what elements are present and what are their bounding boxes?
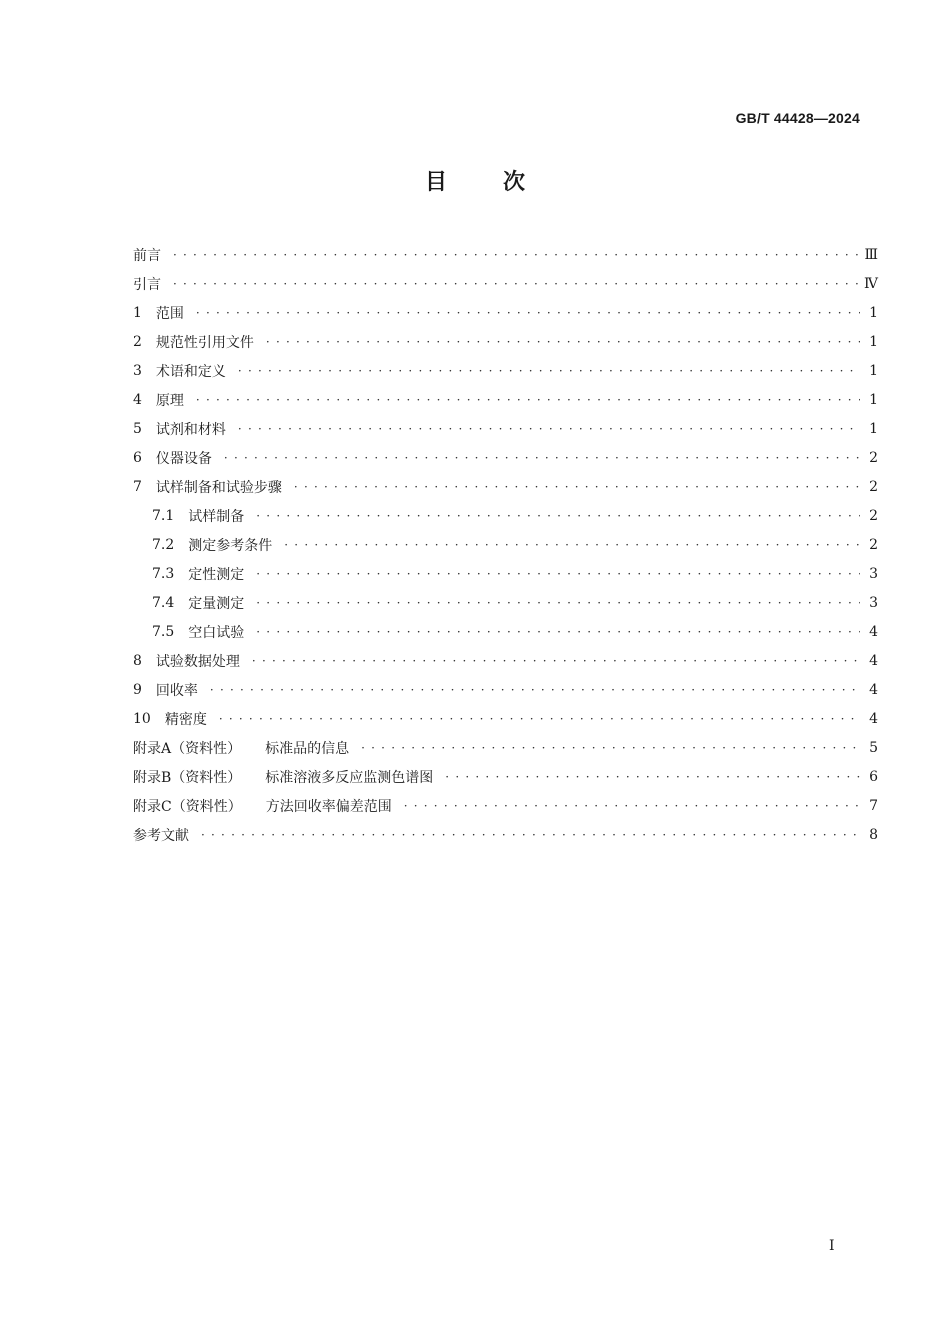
toc-leader [256, 626, 860, 638]
toc-label: 定性测定 [188, 566, 245, 583]
toc-leader [201, 829, 860, 841]
toc-label: 术语和定义 [155, 363, 226, 380]
toc-label: 标准品的信息 [265, 740, 350, 757]
toc-entry-7-5[interactable] [133, 617, 878, 646]
toc-entry-annex-b[interactable] [133, 762, 878, 791]
toc-entry-5[interactable] [133, 414, 878, 443]
toc-page: 4 [869, 710, 878, 727]
toc-label: 试验数据处理 [155, 653, 240, 670]
toc-leader [361, 742, 860, 754]
toc-page: 2 [869, 507, 878, 524]
toc-entry-6[interactable] [133, 443, 878, 472]
toc-number: 7.4 [152, 594, 175, 611]
toc-label: 规范性引用文件 [155, 334, 254, 351]
toc-entry-10[interactable] [133, 704, 878, 733]
toc-leader [210, 684, 860, 696]
toc-number: 7.5 [152, 623, 175, 640]
toc-leader [284, 539, 860, 551]
toc-page: 4 [869, 623, 878, 640]
toc-label: 精密度 [164, 711, 207, 728]
toc-page: 2 [869, 478, 878, 495]
toc-label: 前言 [133, 247, 161, 264]
toc-leader [256, 510, 860, 522]
toc-annex-prefix: 附录C（资料性） [133, 798, 242, 815]
toc-leader [238, 365, 860, 377]
toc-page: 1 [869, 391, 878, 408]
toc-label: 定量测定 [188, 595, 245, 612]
page-number: I [829, 1238, 835, 1254]
toc-entry-7-4[interactable] [133, 588, 878, 617]
toc-number: 7.2 [152, 536, 175, 553]
toc-page: 8 [869, 826, 878, 843]
toc-number: 6 [133, 449, 142, 466]
toc-entry-annex-a[interactable] [133, 733, 878, 762]
toc-number: 8 [133, 652, 142, 669]
toc-entry-foreword[interactable] [133, 240, 878, 269]
toc-page: 3 [869, 565, 878, 582]
toc-leader [238, 423, 860, 435]
toc-entry-7-3[interactable] [133, 559, 878, 588]
page-title: 目次 [424, 170, 581, 195]
toc-leader [445, 771, 860, 783]
toc-number: 7 [133, 478, 142, 495]
toc-label: 范围 [155, 305, 184, 322]
toc-label: 测定参考条件 [188, 537, 273, 554]
toc-leader [196, 394, 860, 406]
toc-entry-annex-c[interactable] [133, 791, 878, 820]
toc-entry-2[interactable] [133, 327, 878, 356]
toc-number: 3 [133, 362, 142, 379]
toc-number: 2 [133, 333, 142, 350]
toc-page: 1 [869, 362, 878, 379]
toc-page: 1 [869, 333, 878, 350]
toc-page: 1 [869, 420, 878, 437]
toc-page: 4 [869, 681, 878, 698]
toc-label: 原理 [155, 392, 184, 409]
toc-entry-7[interactable] [133, 472, 878, 501]
toc-page: 4 [869, 652, 878, 669]
toc-number: 9 [133, 681, 142, 698]
toc-entry-introduction[interactable] [133, 269, 878, 298]
toc-label: 试样制备和试验步骤 [155, 479, 282, 496]
toc-entry-3[interactable] [133, 356, 878, 385]
toc-number: 7.1 [152, 507, 175, 524]
toc-annex-prefix: 附录A（资料性） [133, 740, 242, 757]
toc-label: 参考文献 [133, 827, 189, 844]
standard-code: GB/T 44428—2024 [735, 110, 860, 126]
toc-page: 3 [869, 594, 878, 611]
toc-number: 10 [133, 710, 151, 727]
toc-label: 仪器设备 [155, 450, 212, 467]
toc-number: 1 [133, 304, 142, 321]
toc-entry-8[interactable] [133, 646, 878, 675]
toc-number: 4 [133, 391, 142, 408]
toc-entry-7-2[interactable] [133, 530, 878, 559]
toc-page: Ⅲ [864, 246, 878, 263]
toc-leader [266, 336, 860, 348]
toc-leader [173, 249, 858, 261]
toc-entry-7-1[interactable] [133, 501, 878, 530]
toc-label: 方法回收率偏差范围 [265, 798, 392, 815]
toc-leader [256, 568, 860, 580]
toc-leader [256, 597, 860, 609]
toc-leader [224, 452, 860, 464]
toc-label: 空白试验 [188, 624, 245, 641]
table-of-contents [133, 240, 878, 849]
toc-page: 2 [869, 449, 878, 466]
toc-leader [294, 481, 860, 493]
toc-page: 1 [869, 304, 878, 321]
toc-label: 标准溶液多反应监测色谱图 [265, 769, 434, 786]
toc-page: 5 [869, 739, 878, 756]
toc-entry-bibliography[interactable] [133, 820, 878, 849]
toc-number: 5 [133, 420, 142, 437]
toc-page: 7 [869, 797, 878, 814]
toc-leader [196, 307, 860, 319]
toc-leader [404, 800, 860, 812]
toc-page: Ⅳ [864, 275, 878, 292]
toc-page: 2 [869, 536, 878, 553]
toc-leader [219, 713, 860, 725]
toc-label: 回收率 [155, 682, 198, 699]
toc-label: 试样制备 [188, 508, 245, 525]
toc-label: 试剂和材料 [155, 421, 226, 438]
toc-number: 7.3 [152, 565, 175, 582]
toc-page: 6 [869, 768, 878, 785]
toc-entry-9[interactable] [133, 675, 878, 704]
toc-leader [173, 278, 858, 290]
toc-entry-4[interactable] [133, 385, 878, 414]
toc-annex-prefix: 附录B（资料性） [133, 769, 242, 786]
toc-leader [252, 655, 860, 667]
toc-entry-1[interactable] [133, 298, 878, 327]
toc-label: 引言 [133, 276, 161, 293]
